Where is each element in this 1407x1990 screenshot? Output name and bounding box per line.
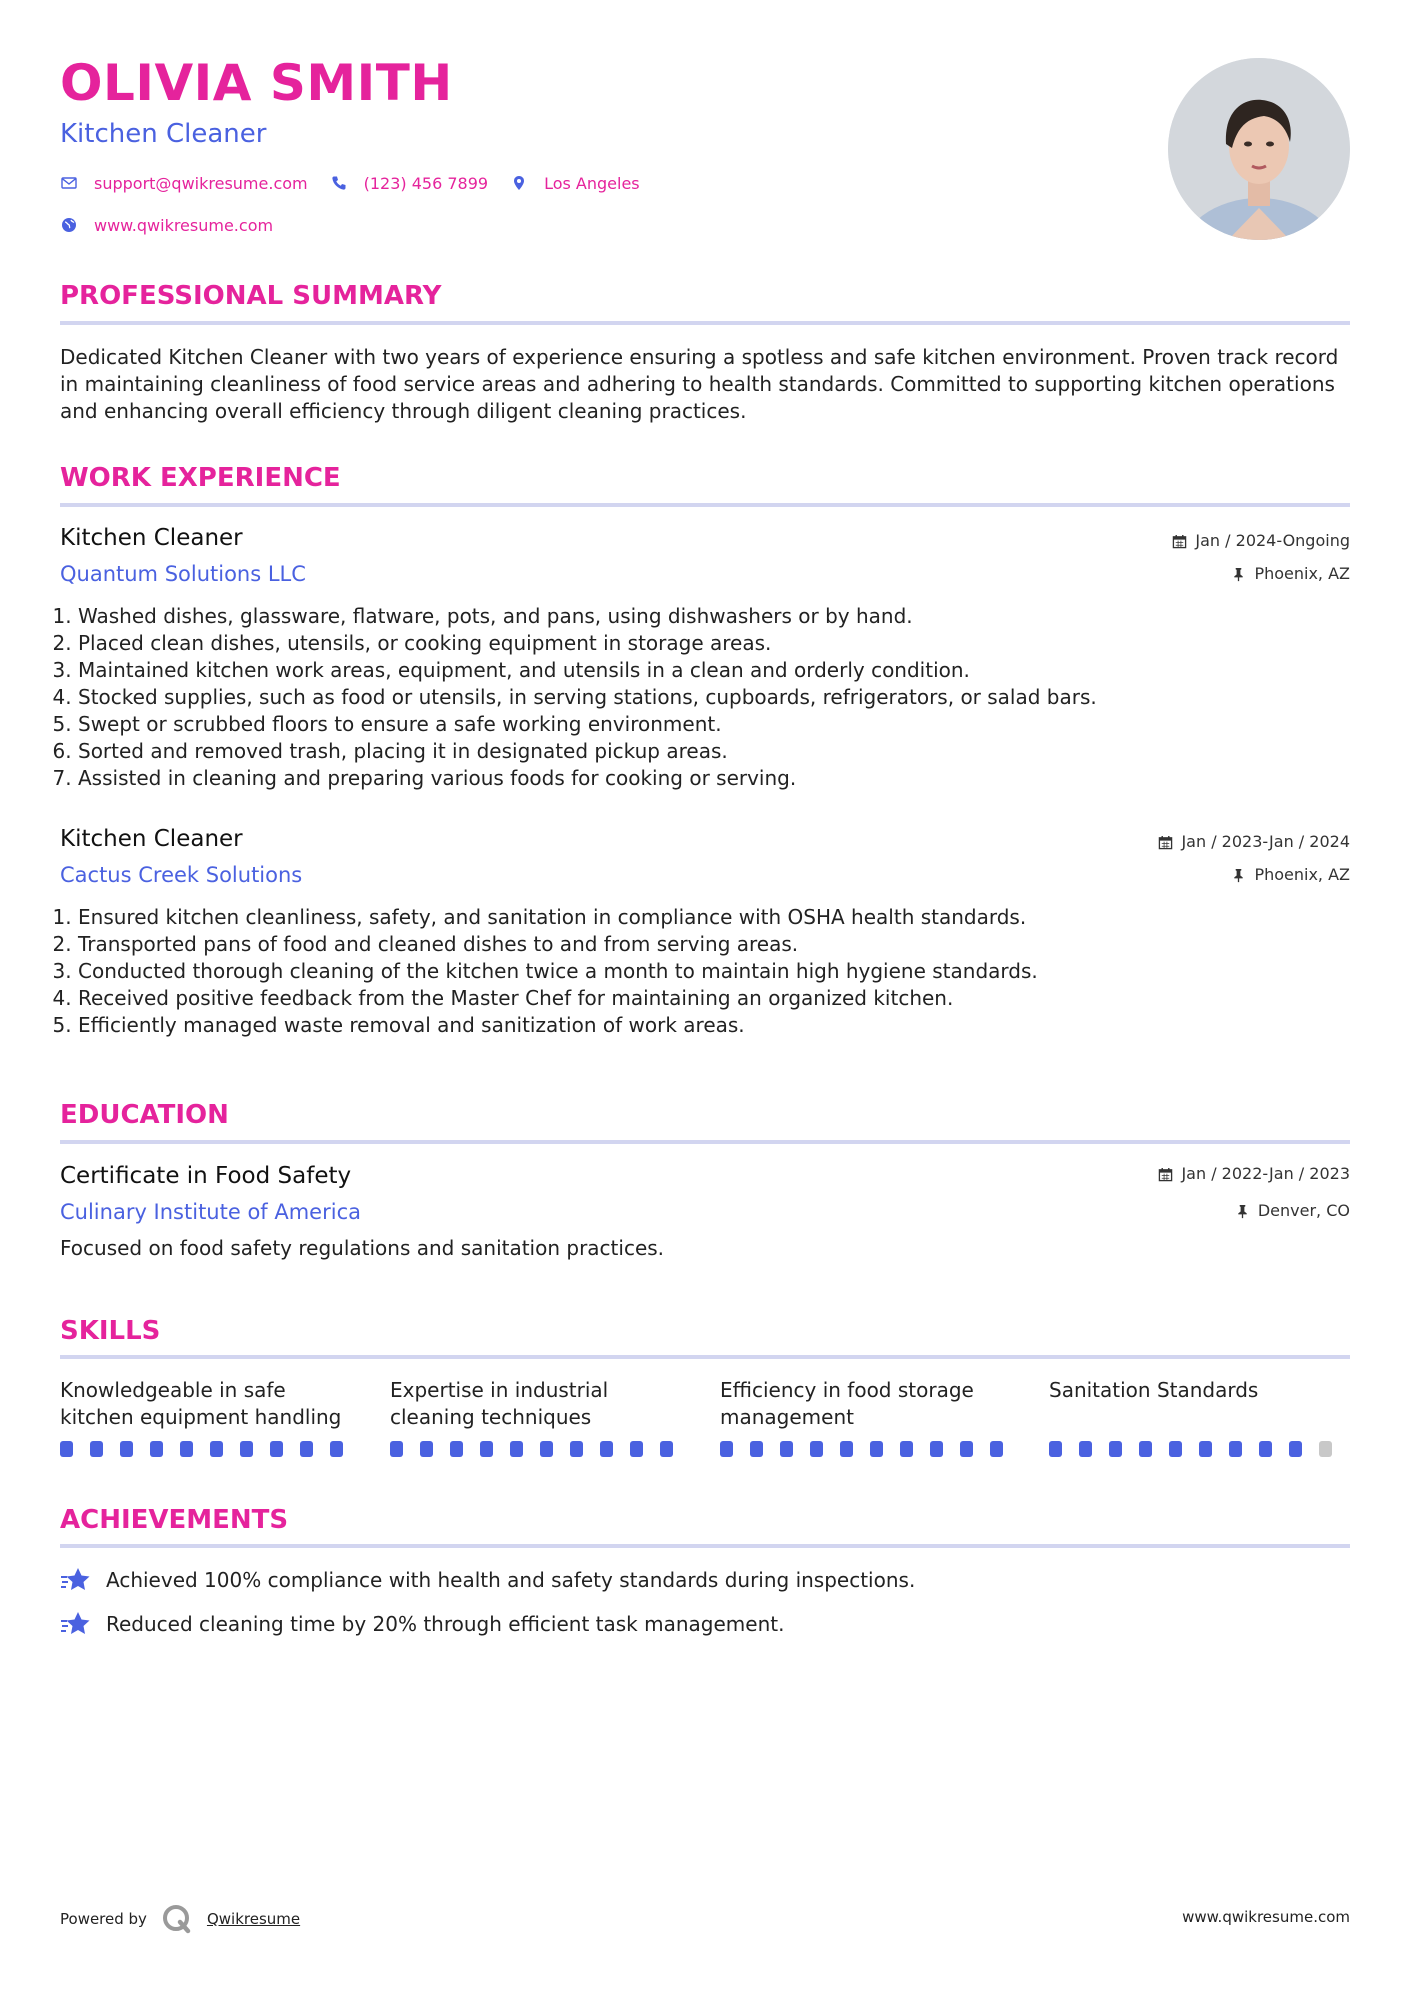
- skill-dot-filled: [1079, 1441, 1092, 1457]
- list-item: 1. Washed dishes, glassware, flatware, pots, and pans, using dishwashers or by hand.: [78, 603, 1348, 630]
- skill-item: [720, 1377, 1020, 1457]
- website-contact[interactable]: [60, 216, 273, 235]
- skill-name: Expertise in industrial cleaning techniques: [390, 1378, 609, 1429]
- skill-dot-filled: [150, 1441, 163, 1457]
- skill-dot-filled: [120, 1441, 133, 1457]
- summary-heading: PROFESSIONAL SUMMARY: [60, 281, 442, 311]
- skill-dot-filled: [990, 1441, 1003, 1457]
- email-text[interactable]: support@qwikresume.com: [94, 173, 308, 193]
- skill-dot-filled: [180, 1441, 193, 1457]
- education-heading: EDUCATION: [60, 1100, 229, 1130]
- envelope-icon: [60, 174, 78, 192]
- qwikresume-link[interactable]: Qwikresume: [206, 1910, 301, 1928]
- profile-photo: [1168, 58, 1350, 240]
- achievement-item: [60, 1610, 784, 1638]
- skill-dot-filled: [60, 1441, 73, 1457]
- star-icon: [60, 1566, 92, 1594]
- skill-dot-filled: [630, 1441, 643, 1457]
- skill-item: [1049, 1377, 1349, 1457]
- achievement-text: Achieved 100% compliance with health and safety standards during inspections.: [106, 1568, 916, 1592]
- list-item: 4. Received positive feedback from the Master Chef for maintaining an organized kitchen.: [78, 985, 1348, 1012]
- achievement-item: [60, 1566, 915, 1594]
- skill-dot-filled: [960, 1441, 973, 1457]
- skills-divider: [60, 1355, 1350, 1359]
- calendar-icon: [1158, 1167, 1173, 1182]
- skill-rating: [60, 1441, 360, 1457]
- skill-dot-filled: [510, 1441, 523, 1457]
- skill-dot-filled: [780, 1441, 793, 1457]
- skill-dot-filled: [1289, 1441, 1302, 1457]
- phone-icon: [330, 174, 348, 192]
- education-dates: [1158, 1166, 1350, 1182]
- skill-dot-filled: [480, 1441, 493, 1457]
- skill-item: [390, 1377, 690, 1457]
- footer-website[interactable]: www.qwikresume.com: [1182, 1908, 1350, 1926]
- skill-name: Sanitation Standards: [1049, 1378, 1259, 1402]
- location-contact: [510, 174, 640, 193]
- job-duties-list: [60, 603, 1348, 792]
- job-location-text: Phoenix, AZ: [1254, 564, 1350, 583]
- skill-dot-filled: [390, 1441, 403, 1457]
- job-title: Kitchen Cleaner: [60, 525, 243, 551]
- pushpin-icon: [1231, 567, 1246, 582]
- education-dates-text: Jan / 2022-Jan / 2023: [1181, 1164, 1350, 1183]
- list-item: 3. Maintained kitchen work areas, equipment, and utensils in a clean and orderly condition.: [78, 657, 1348, 684]
- list-item: 3. Conducted thorough cleaning of the kitchen twice a month to maintain high hygiene standards.: [78, 958, 1348, 985]
- skill-dot-empty: [1319, 1441, 1332, 1457]
- skill-dot-filled: [720, 1441, 733, 1457]
- skill-rating: [390, 1441, 690, 1457]
- job-location: [1231, 566, 1350, 582]
- location-text: Los Angeles: [544, 173, 640, 193]
- skill-dot-filled: [600, 1441, 613, 1457]
- email-contact[interactable]: [60, 174, 308, 193]
- list-item: 1. Ensured kitchen cleanliness, safety, and sanitation in compliance with OSHA health standards.: [78, 904, 1348, 931]
- job-title: Kitchen Cleaner: [60, 826, 243, 852]
- skill-dot-filled: [660, 1441, 673, 1457]
- skill-dot-filled: [840, 1441, 853, 1457]
- skill-item: [60, 1377, 360, 1457]
- company-name: Quantum Solutions LLC: [60, 562, 306, 586]
- pushpin-icon: [1235, 1204, 1250, 1219]
- skill-dot-filled: [1259, 1441, 1272, 1457]
- candidate-title: Kitchen Cleaner: [60, 119, 267, 149]
- powered-by-label: Powered by: [60, 1910, 147, 1928]
- contact-info: [60, 172, 662, 235]
- skills-heading: SKILLS: [60, 1316, 161, 1346]
- experience-heading: WORK EXPERIENCE: [60, 463, 341, 493]
- list-item: 4. Stocked supplies, such as food or utensils, in serving stations, cupboards, refrigerators, or salad bars.: [78, 684, 1348, 711]
- skill-dot-filled: [900, 1441, 913, 1457]
- skill-dot-filled: [1169, 1441, 1182, 1457]
- education-description: Focused on food safety regulations and sanitation practices.: [60, 1236, 665, 1260]
- job-dates-text: Jan / 2023-Jan / 2024: [1181, 832, 1350, 851]
- star-icon: [60, 1610, 92, 1638]
- list-item: 5. Efficiently managed waste removal and sanitization of work areas.: [78, 1012, 1348, 1039]
- skill-name: Efficiency in food storage management: [720, 1378, 974, 1429]
- resume-page: [60, 0, 1350, 1990]
- pushpin-icon: [1231, 868, 1246, 883]
- skill-dot-filled: [1139, 1441, 1152, 1457]
- achievement-text: Reduced cleaning time by 20% through efficient task management.: [106, 1612, 785, 1636]
- skill-dot-filled: [1109, 1441, 1122, 1457]
- skill-dot-filled: [1199, 1441, 1212, 1457]
- skill-rating: [720, 1441, 1020, 1457]
- education-location-text: Denver, CO: [1257, 1201, 1350, 1220]
- job-dates: [1158, 834, 1350, 850]
- achievements-heading: ACHIEVEMENTS: [60, 1505, 289, 1535]
- skill-dot-filled: [570, 1441, 583, 1457]
- summary-text: Dedicated Kitchen Cleaner with two years of experience ensuring a spotless and safe kitchen environment. Proven track record in maintaining cleanliness of food service areas and adhering to health standards. Committed to supporting kitchen operations and enhancing overall efficiency through diligent cleaning practices.: [60, 345, 1339, 423]
- list-item: 2. Transported pans of food and cleaned dishes to and from serving areas.: [78, 931, 1348, 958]
- skill-dot-filled: [930, 1441, 943, 1457]
- job-location: [1231, 867, 1350, 883]
- skill-name: Knowledgeable in safe kitchen equipment handling: [60, 1378, 342, 1429]
- list-item: 6. Sorted and removed trash, placing it in designated pickup areas.: [78, 738, 1348, 765]
- footer-branding: [60, 1903, 300, 1935]
- skill-rating: [1049, 1441, 1349, 1457]
- skill-dot-filled: [750, 1441, 763, 1457]
- skill-dot-filled: [210, 1441, 223, 1457]
- job-duties-list: [60, 904, 1348, 1039]
- skill-dot-filled: [540, 1441, 553, 1457]
- skill-dot-filled: [270, 1441, 283, 1457]
- list-item: 7. Assisted in cleaning and preparing various foods for cooking or serving.: [78, 765, 1348, 792]
- experience-divider: [60, 503, 1350, 507]
- list-item: 5. Swept or scrubbed floors to ensure a safe working environment.: [78, 711, 1348, 738]
- job-dates-text: Jan / 2024-Ongoing: [1195, 531, 1350, 550]
- summary-divider: [60, 321, 1350, 325]
- phone-contact[interactable]: [330, 174, 488, 193]
- candidate-name: OLIVIA SMITH: [60, 54, 453, 112]
- skill-dot-filled: [1049, 1441, 1062, 1457]
- skill-dot-filled: [90, 1441, 103, 1457]
- company-name: Cactus Creek Solutions: [60, 863, 303, 887]
- education-location: [1235, 1203, 1350, 1219]
- skill-dot-filled: [420, 1441, 433, 1457]
- education-divider: [60, 1140, 1350, 1144]
- calendar-icon: [1172, 534, 1187, 549]
- school-name: Culinary Institute of America: [60, 1200, 361, 1224]
- skill-dot-filled: [870, 1441, 883, 1457]
- map-pin-icon: [510, 174, 528, 192]
- skill-dot-filled: [300, 1441, 313, 1457]
- list-item: 2. Placed clean dishes, utensils, or cooking equipment in storage areas.: [78, 630, 1348, 657]
- skill-dot-filled: [450, 1441, 463, 1457]
- skill-dot-filled: [330, 1441, 343, 1457]
- qwikresume-logo-icon: [161, 1903, 193, 1935]
- website-text[interactable]: www.qwikresume.com: [94, 215, 274, 235]
- globe-icon: [60, 216, 78, 234]
- job-dates: [1172, 533, 1350, 549]
- skill-dot-filled: [810, 1441, 823, 1457]
- degree-title: Certificate in Food Safety: [60, 1163, 352, 1189]
- job-location-text: Phoenix, AZ: [1254, 865, 1350, 884]
- skill-dot-filled: [240, 1441, 253, 1457]
- skill-dot-filled: [1229, 1441, 1242, 1457]
- achievements-divider: [60, 1544, 1350, 1548]
- phone-text[interactable]: (123) 456 7899: [363, 173, 489, 193]
- calendar-icon: [1158, 835, 1173, 850]
